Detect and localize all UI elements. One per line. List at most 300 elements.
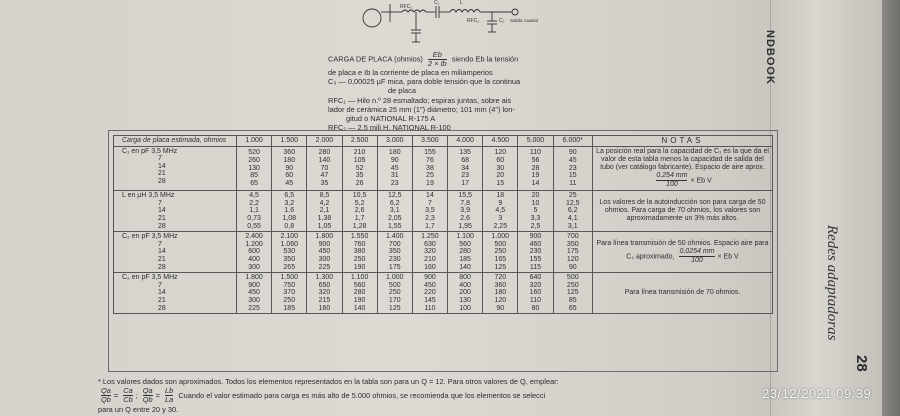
value: 1.100 — [350, 274, 369, 282]
value: 180 — [494, 289, 507, 297]
value: 145 — [424, 296, 436, 304]
value: 165 — [494, 255, 507, 263]
value: 31 — [390, 172, 399, 180]
value: 35 — [320, 179, 329, 187]
value-cell — [518, 146, 553, 191]
value: 250 — [283, 296, 296, 304]
value: 1.550 — [350, 233, 369, 241]
value: 110 — [424, 304, 436, 312]
value-cell — [483, 191, 518, 232]
table-row — [114, 191, 773, 232]
value: 2.100 — [280, 233, 299, 241]
value: 250 — [494, 248, 507, 256]
row-freq: 14 — [158, 162, 166, 170]
value-cell — [518, 273, 553, 314]
eq-c-bottom: Qb — [142, 395, 153, 404]
row-quantity: C₂ en pF — [122, 233, 150, 241]
value: 140 — [459, 263, 471, 271]
eq-b-bottom: Cb — [123, 395, 133, 404]
value: 76 — [426, 157, 434, 164]
value: 1.800 — [245, 274, 263, 282]
value: 6,2 — [567, 207, 578, 215]
value: 4,2 — [319, 199, 330, 207]
row-freq: 3,5 MHz — [148, 192, 175, 200]
page-edge-shadow — [882, 0, 900, 416]
value: 450 — [248, 289, 260, 297]
note-fraction-bottom: 100 — [666, 181, 678, 189]
label-l: L — [460, 0, 463, 6]
table-row — [114, 232, 773, 273]
row-freq: 28 — [158, 222, 166, 230]
value-cell — [448, 232, 483, 273]
value: 4,5 — [249, 192, 259, 200]
row-freq: 3,5 MHz — [151, 147, 178, 155]
value: 450 — [318, 248, 331, 256]
note-cell — [593, 191, 773, 232]
note-tail: × Eb V — [690, 177, 712, 185]
value-cell — [377, 191, 412, 232]
value: 1.300 — [315, 274, 334, 282]
header-load-2000: 2.000 — [307, 136, 342, 147]
value: 23 — [390, 179, 399, 187]
header-load-3000: 3.000 — [377, 136, 412, 147]
value: 85 — [568, 296, 577, 304]
formula-prefix: CARGA DE PLACA (ohmios) — [328, 54, 423, 64]
value: 120 — [494, 296, 507, 304]
value: 520 — [248, 149, 260, 157]
value: 300 — [318, 255, 331, 263]
value: 14 — [426, 192, 434, 200]
value: 6,5 — [284, 192, 295, 200]
value: 110 — [529, 149, 542, 157]
value: 130 — [459, 296, 471, 304]
footnote-line-1: * Los valores dados son aproximados. Todos los elementos representados en la tabla son para un Q = 12. Para otros valores de Q, emplear: — [98, 377, 559, 386]
note-fraction-top: 0,0254 mm — [679, 247, 715, 255]
value: 19 — [426, 179, 434, 187]
header-load-3500: 3.500 — [412, 136, 447, 147]
value: 10 — [531, 199, 540, 207]
value: 110 — [529, 296, 542, 304]
value: 560 — [459, 240, 471, 248]
value: 28 — [531, 164, 540, 172]
value: 1,28 — [352, 222, 367, 230]
eq-d-top: Lb — [165, 385, 174, 395]
value: 45 — [285, 179, 294, 187]
value: 1,05 — [317, 222, 332, 230]
value-cell — [307, 191, 342, 232]
value: 115 — [529, 263, 542, 271]
value: 1,38 — [317, 214, 332, 222]
header-notas: NOTAS — [593, 136, 773, 147]
row-freq: 3,5 MHz — [151, 233, 178, 241]
value: 350 — [388, 248, 401, 256]
value: 12,5 — [387, 192, 402, 200]
value: 560 — [353, 281, 366, 289]
value: 640 — [529, 274, 542, 282]
header-load-6000: 6.000* — [553, 136, 592, 147]
row-quantity: C₂ en pF — [122, 274, 150, 282]
value: 35 — [355, 172, 364, 180]
value: 12,5 — [565, 199, 580, 207]
eq-c-top: Qa — [142, 385, 153, 395]
note-text: Para línea transmisión de 70 ohmios. — [624, 289, 741, 297]
value: 4,1 — [567, 214, 578, 222]
footnote — [98, 377, 798, 414]
value: 0,8 — [284, 222, 295, 230]
value: 1,6 — [284, 207, 295, 215]
value-cell — [412, 232, 447, 273]
tube-symbol — [363, 9, 381, 27]
value: 125 — [566, 289, 579, 297]
value: 3 — [498, 214, 503, 222]
row-quantity: L en µH — [122, 192, 147, 200]
value: 320 — [318, 289, 331, 297]
note-cell — [593, 232, 773, 273]
value: 120 — [494, 149, 507, 157]
value: 26 — [355, 179, 364, 187]
formula-suffix: siendo Eb la tensión — [451, 54, 519, 64]
row-label-first-line — [122, 233, 234, 241]
value-cell — [412, 273, 447, 314]
eq-frac-c — [143, 387, 153, 405]
value-cell — [237, 146, 272, 191]
formula-numerator: Eb — [428, 51, 447, 60]
value: 60 — [285, 172, 294, 180]
footnote-line-3: para un Q entre 20 y 30. — [98, 404, 179, 414]
eq-a-bottom: Qb — [101, 395, 111, 404]
value: 47 — [320, 172, 329, 180]
formula-line-5: RFC₁ — Hilo n.º 28 esmaltado; espiras juntas, sobre ais — [328, 95, 512, 105]
value-cell — [237, 273, 272, 314]
header-load-4000: 4.000 — [448, 136, 483, 147]
value-cell — [553, 273, 592, 314]
value: 140 — [353, 304, 366, 312]
label-c1: C₁ — [434, 0, 440, 6]
value: 14 — [531, 179, 540, 187]
value-cell — [272, 232, 307, 273]
note-text: Los valores de la autoinducción son para carga de 50 ohmios. Para carga de 70 ohmios, los valores son aproximadamente un 3% más altos. — [599, 198, 766, 223]
row-freq: 7 — [158, 199, 162, 207]
value: 190 — [353, 296, 366, 304]
header-load-2500: 2.500 — [342, 136, 377, 147]
value: 1.000 — [491, 233, 510, 241]
value: 70 — [320, 164, 329, 172]
value: 280 — [353, 289, 366, 297]
value: 90 — [568, 149, 577, 157]
row-label-first-line — [122, 274, 234, 282]
value: 100 — [459, 304, 471, 312]
value: 4,5 — [495, 207, 506, 215]
row-freq: 7 — [158, 155, 162, 163]
value: 2,2 — [249, 199, 259, 207]
note-cell — [593, 146, 773, 191]
value: 2,05 — [387, 214, 402, 222]
value: 7,8 — [460, 199, 470, 207]
value: 300 — [248, 296, 260, 304]
footnote-line-2-text: Cuando el valor estimado para carga es más alto de 5.000 ohmios, se recomienda que los elementos se selecci — [178, 390, 546, 400]
value: 230 — [529, 248, 542, 256]
note-fraction-top: 0,254 mm — [656, 172, 688, 180]
label-output: Salida coaxial — [510, 18, 538, 23]
value: 68 — [461, 157, 470, 164]
formula-line-4: de placa — [388, 86, 416, 96]
value: 25 — [426, 172, 434, 180]
value: 320 — [529, 281, 542, 289]
value: 10,5 — [352, 192, 367, 200]
value-cell — [377, 146, 412, 191]
value: 0,55 — [247, 222, 261, 230]
value: 650 — [318, 281, 331, 289]
value: 500 — [494, 240, 507, 248]
value: 125 — [388, 304, 401, 312]
value-cell — [553, 232, 592, 273]
value: 2,6 — [354, 207, 365, 215]
value: 280 — [318, 149, 331, 157]
value: 2,25 — [493, 222, 508, 230]
value: 2.400 — [245, 233, 263, 241]
value: 90 — [568, 263, 577, 271]
value: 1.100 — [456, 233, 474, 241]
value: 900 — [424, 274, 436, 282]
row-label-first-line — [122, 148, 234, 156]
table-header-row — [114, 136, 773, 147]
formula-line-6: lador de cerámica 25 mm (1") diámetro; 101 mm (4") lon- — [328, 104, 515, 114]
value: 400 — [248, 255, 260, 263]
value: 8,5 — [319, 192, 330, 200]
value: 15,5 — [458, 192, 472, 200]
table-row — [114, 273, 773, 314]
value: 160 — [529, 289, 542, 297]
value: 34 — [461, 164, 470, 172]
value: 3,3 — [530, 214, 541, 222]
formula-denominator: 2 × Ib — [427, 59, 447, 68]
value: 175 — [566, 248, 579, 256]
value-cell — [307, 146, 342, 191]
value: 80 — [531, 304, 540, 312]
value: 90 — [390, 157, 399, 164]
value: 280 — [459, 248, 471, 256]
value: 230 — [388, 255, 401, 263]
value: 210 — [353, 149, 366, 157]
value: 530 — [283, 248, 296, 256]
eq-d-bottom: La — [165, 395, 174, 404]
value: 90 — [285, 164, 294, 172]
value-cell — [342, 232, 377, 273]
value-cell — [518, 232, 553, 273]
row-label-first-line — [122, 192, 234, 200]
value-cell — [272, 146, 307, 191]
value: 350 — [566, 240, 579, 248]
eq-frac-b — [123, 387, 132, 405]
header-load-4500: 4.500 — [483, 136, 518, 147]
value: 760 — [353, 240, 366, 248]
value: 1,55 — [387, 222, 402, 230]
value: 0,73 — [247, 214, 261, 222]
value-cell — [307, 273, 342, 314]
value: 130 — [248, 164, 260, 172]
value: 20 — [531, 192, 540, 200]
value: 25 — [568, 192, 577, 200]
value: 125 — [494, 263, 507, 271]
row-quantity: C₁ en pF — [122, 147, 150, 155]
row-freq: 14 — [158, 289, 166, 297]
value: 3,2 — [284, 199, 295, 207]
value: 260 — [248, 157, 260, 164]
row-freq: 21 — [158, 255, 166, 263]
eq-frac-d — [165, 387, 173, 405]
note-text: La posición real para la capacidad de C₁ es la que da el valor de esta tabla menos la capacidad de salida del tubo (ver catálogo fabricante). Espacio de aire aprox. — [596, 147, 769, 171]
row-freq: 28 — [158, 304, 166, 312]
row-freq: 28 — [158, 263, 166, 271]
label-c2: C₂ — [499, 18, 505, 24]
value: 3,1 — [567, 222, 578, 230]
circuit-schematic — [350, 0, 540, 50]
value-cell — [553, 191, 592, 232]
value: 225 — [318, 263, 331, 271]
value: 500 — [388, 281, 401, 289]
value-cell — [483, 273, 518, 314]
value: 180 — [388, 149, 401, 157]
header-load-5000: 5.000 — [518, 136, 553, 147]
header-load-1000: 1.000 — [237, 136, 272, 147]
value-cell — [448, 146, 483, 191]
matching-network-table — [113, 135, 773, 314]
eq-frac-a — [101, 387, 111, 405]
value-cell — [237, 232, 272, 273]
note-text: Para línea transmisión de 50 ohmios. Espacio aire para C₂ aproximado, — [596, 239, 769, 261]
value: 5,2 — [354, 199, 365, 207]
value: 1,1 — [249, 207, 259, 215]
value: 23 — [461, 172, 470, 180]
value: 500 — [566, 274, 579, 282]
row-label — [114, 273, 237, 314]
table-row — [114, 146, 773, 191]
row-freq: 3,5 MHz — [151, 274, 178, 282]
value: 1,7 — [354, 214, 365, 222]
value: 38 — [426, 164, 434, 172]
value: 1,08 — [282, 214, 297, 222]
value: 460 — [529, 240, 542, 248]
value: 360 — [494, 281, 507, 289]
running-header: NDBOOK — [764, 30, 776, 85]
value: 45 — [390, 164, 399, 172]
value-cell — [377, 232, 412, 273]
value: 600 — [248, 248, 260, 256]
value: 170 — [388, 296, 401, 304]
value-cell — [553, 146, 592, 191]
value: 2,3 — [425, 214, 435, 222]
value: 160 — [424, 263, 436, 271]
row-freq: 21 — [158, 296, 166, 304]
value-cell — [483, 232, 518, 273]
value: 90 — [496, 304, 505, 312]
value: 400 — [459, 281, 471, 289]
value: 17 — [461, 179, 470, 187]
value: 9 — [498, 199, 503, 207]
value: 215 — [318, 296, 331, 304]
value-cell — [448, 191, 483, 232]
value: 3,9 — [460, 207, 470, 215]
value: 1.500 — [280, 274, 299, 282]
value-cell — [272, 191, 307, 232]
value: 2,6 — [460, 214, 470, 222]
row-label — [114, 146, 237, 191]
value-cell — [342, 191, 377, 232]
value: 20 — [496, 172, 505, 180]
row-freq: 14 — [158, 248, 166, 256]
eq-b-top: Ca — [123, 385, 133, 395]
book-spine — [770, 0, 900, 416]
note-fraction — [679, 248, 714, 265]
formula-line-8: RFC₂ — 2,5 mili H. NATIONAL R-100 — [328, 123, 451, 133]
value: 265 — [283, 263, 296, 271]
label-rfc2: RFC₂ — [467, 18, 480, 24]
value-cell — [483, 146, 518, 191]
value: 700 — [388, 240, 401, 248]
value: 1.800 — [315, 233, 334, 241]
row-freq: 7 — [158, 240, 162, 248]
value: 180 — [283, 157, 296, 164]
value: 300 — [248, 263, 260, 271]
value: 65 — [568, 304, 577, 312]
value: 30 — [496, 164, 505, 172]
value: 185 — [459, 255, 471, 263]
value: 1,95 — [458, 222, 472, 230]
value: 120 — [566, 255, 579, 263]
note-cell — [593, 273, 773, 314]
value: 23 — [568, 164, 577, 172]
value: 1.060 — [280, 240, 299, 248]
value-cell — [237, 191, 272, 232]
page-number: 28 — [853, 355, 870, 372]
note-tail: × Eb V — [717, 253, 739, 261]
value: 190 — [353, 263, 366, 271]
value: 250 — [566, 281, 579, 289]
value: 65 — [250, 179, 258, 187]
value: 900 — [248, 281, 260, 289]
value: 155 — [424, 149, 436, 157]
row-freq: 21 — [158, 170, 166, 178]
plate-load-formula — [328, 51, 758, 68]
value: 1.200 — [245, 240, 263, 248]
value: 2,1 — [319, 207, 330, 215]
value: 1.000 — [386, 274, 404, 282]
value-cell — [272, 273, 307, 314]
photo-timestamp: 23/12/2021 09:39 — [762, 386, 872, 401]
value: 15 — [496, 179, 505, 187]
row-label — [114, 232, 237, 273]
value: 1.400 — [386, 233, 404, 241]
value-cell — [412, 146, 447, 191]
section-title: Redes adaptadoras — [824, 225, 840, 341]
value: 11 — [569, 179, 577, 187]
value: 105 — [353, 157, 366, 164]
value: 7 — [427, 199, 432, 207]
value: 900 — [529, 233, 542, 241]
value: 1,7 — [425, 222, 435, 230]
value: 5 — [533, 207, 538, 215]
value: 19 — [531, 172, 540, 180]
value: 210 — [424, 255, 436, 263]
value: 18 — [496, 192, 505, 200]
header-load-1500: 1.500 — [272, 136, 307, 147]
value: 2,5 — [530, 222, 541, 230]
row-freq: 21 — [158, 214, 166, 222]
value: 56 — [531, 157, 540, 164]
formula-fraction — [428, 51, 447, 68]
header-load-label: Carga de placa estimada, ohmios — [114, 136, 237, 147]
formula-line-7: gitud o NATIONAL R-175 A — [346, 114, 436, 124]
